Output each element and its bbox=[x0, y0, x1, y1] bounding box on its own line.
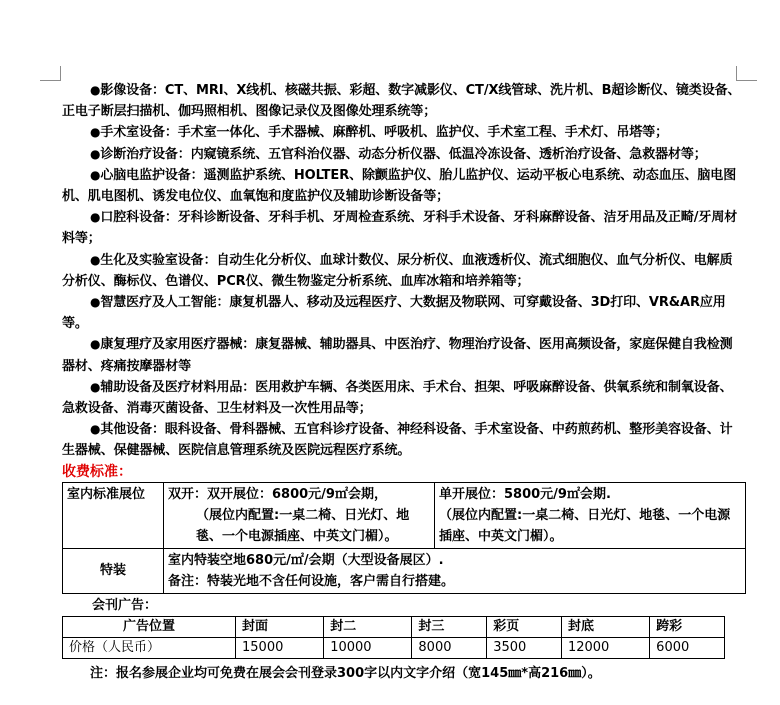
equipment-paragraph bbox=[62, 80, 742, 122]
special-price: 室内特装空地680元/㎡/会期（大型设备展区）. bbox=[168, 552, 444, 568]
special-remark: 备注：特装光地不含任何设施，客户需自行搭建。 bbox=[168, 573, 455, 589]
ad-price-cell: 3500 bbox=[487, 637, 562, 658]
category-items: 自动生化分析仪、血球计数仪、尿分析仪、血液透析仪、流式细胞仪、血气分析仪、电解质分析仪、酶标仪、色谱仪、PCR仪、微生物鉴定分析系统、血库冰箱和培养箱等； bbox=[62, 252, 733, 289]
bullet-icon: ● bbox=[90, 146, 101, 161]
category-title: 口腔科设备： bbox=[100, 210, 178, 226]
ad-slot-header: 封二 bbox=[324, 616, 412, 637]
document-content bbox=[62, 80, 742, 684]
ad-price-cell: 12000 bbox=[561, 637, 649, 658]
bullet-icon: ● bbox=[90, 337, 101, 352]
journal-ad-label: 会刊广告： bbox=[92, 597, 158, 613]
fee-row-special bbox=[63, 548, 746, 593]
equipment-list bbox=[62, 80, 742, 462]
bullet-icon: ● bbox=[90, 379, 101, 394]
category-items: 手术室一体化、手术器械、麻醉机、呼吸机、监护仪、手术室工程、手术灯、吊塔等； bbox=[177, 125, 668, 141]
ad-price-cell: 15000 bbox=[236, 637, 324, 658]
equipment-paragraph bbox=[62, 144, 742, 165]
category-items: 医用救护车辆、各类医用床、手术台、担架、呼吸麻醉设备、供氧系统和制氧设备、急救设备、消毒灭菌设备、卫生材料及一次性用品等； bbox=[62, 379, 733, 417]
category-title: 康复理疗及家用医疗器械： bbox=[100, 337, 256, 353]
equipment-paragraph bbox=[62, 292, 742, 334]
category-title: 手术室设备： bbox=[100, 125, 178, 141]
double-booth-cell bbox=[164, 482, 435, 548]
category-title: 智慧医疗及人工智能： bbox=[100, 295, 230, 311]
footnote: 注：报名参展企业均可免费在展会会刊登录300字以内文字介绍（宽145㎜*高216㎜）。 bbox=[90, 665, 601, 681]
category-title: 辅助设备及医疗材料用品： bbox=[100, 379, 256, 395]
category-title: 诊断治疗设备： bbox=[100, 146, 191, 162]
ad-header-row bbox=[63, 616, 725, 637]
bullet-icon: ● bbox=[90, 295, 101, 310]
category-items: 内窥镜系统、五官科治仪器、动态分析仪器、低温冷冻设备、透析治疗设备、急救器材等； bbox=[190, 146, 707, 162]
ad-slot-header: 跨彩 bbox=[650, 616, 725, 637]
category-title: 影像设备： bbox=[100, 83, 165, 98]
bullet-icon: ● bbox=[90, 167, 101, 182]
equipment-paragraph bbox=[62, 122, 742, 143]
category-title: 其他设备： bbox=[100, 422, 165, 438]
ad-slot-header: 彩页 bbox=[487, 616, 562, 637]
ad-price-row bbox=[63, 637, 725, 658]
double-booth-price: 双开：双开展位：6800元/9㎡会期， bbox=[168, 486, 387, 502]
ad-slot-header: 封面 bbox=[236, 616, 324, 637]
category-items: CT、MRI、X线机、核磁共振、彩超、数字减影仪、CT/X线管球、洗片机、B超诊断仪、镜类设备、正电子断层扫描机、伽玛照相机、图像记录仪及图像处理系统等； bbox=[62, 83, 741, 120]
category-items: 遥测监护系统、HOLTER、除颤监护仪、胎儿监护仪、运动平板心电系统、动态血压、脑电图机、肌电图机、诱发电位仪、血氧饱和度监护仪及辅助诊断设备等； bbox=[62, 167, 737, 205]
indoor-label: 室内标准展位 bbox=[63, 482, 164, 548]
fee-title: 收费标准： bbox=[62, 463, 132, 480]
equipment-paragraph bbox=[62, 207, 742, 249]
single-booth-cell bbox=[435, 482, 746, 548]
category-items: 牙科诊断设备、牙科手机、牙周检查系统、牙科手术设备、牙科麻醉设备、洁牙用品及正畸/牙周材料等； bbox=[62, 210, 738, 247]
category-items: 康复机器人、移动及远程医疗、大数据及物联网、可穿戴设备、3D打印、VR&AR应用等。 bbox=[62, 295, 726, 332]
equipment-paragraph bbox=[62, 377, 742, 419]
fee-table bbox=[62, 482, 746, 594]
ad-slot-header: 封三 bbox=[412, 616, 487, 637]
bullet-icon: ● bbox=[90, 422, 101, 437]
equipment-paragraph bbox=[62, 250, 742, 292]
bullet-icon: ● bbox=[90, 252, 101, 267]
equipment-paragraph bbox=[62, 419, 742, 461]
ad-price-cell: 8000 bbox=[412, 637, 487, 658]
bullet-icon: ● bbox=[90, 125, 101, 140]
margin-mark-left bbox=[40, 66, 61, 81]
category-title: 生化及实验室设备： bbox=[100, 252, 217, 268]
fee-row-indoor bbox=[63, 482, 746, 548]
price-label: 价格（人民币） bbox=[63, 637, 236, 658]
ad-position-header: 广告位置 bbox=[63, 616, 236, 637]
margin-mark-right bbox=[736, 66, 757, 81]
journal-ad-table bbox=[62, 616, 725, 659]
single-booth-config: （展位内配置:一桌二椅、日光灯、地毯、一个电源插座、中英文门楣）。 bbox=[439, 507, 731, 544]
bullet-icon: ● bbox=[90, 210, 101, 225]
category-items: 眼科设备、骨科器械、五官科诊疗设备、神经科设备、手术室设备、中药煎药机、整形美容设备、计生器械、保健器械、医院信息管理系统及医院远程医疗系统。 bbox=[62, 422, 733, 459]
equipment-paragraph bbox=[62, 165, 742, 207]
equipment-paragraph bbox=[62, 334, 742, 376]
ad-price-cell: 6000 bbox=[650, 637, 725, 658]
double-booth-config: （展位内配置:一桌二椅、日光灯、地毯、一个电源插座、中英文门楣）。 bbox=[196, 507, 410, 544]
single-booth-price: 单开展位：5800元/9㎡会期. bbox=[439, 486, 611, 502]
category-title: 心脑电监护设备： bbox=[100, 167, 204, 183]
category-items: 康复器械、辅助器具、中医治疗、物理治疗设备、医用高频设备，家庭保健自我检测器材、疼痛按摩器材等 bbox=[62, 337, 733, 374]
ad-slot-header: 封底 bbox=[561, 616, 649, 637]
ad-price-cell: 10000 bbox=[324, 637, 412, 658]
bullet-icon: ● bbox=[90, 83, 101, 97]
special-label: 特装 bbox=[63, 548, 164, 593]
special-cell bbox=[164, 548, 746, 593]
